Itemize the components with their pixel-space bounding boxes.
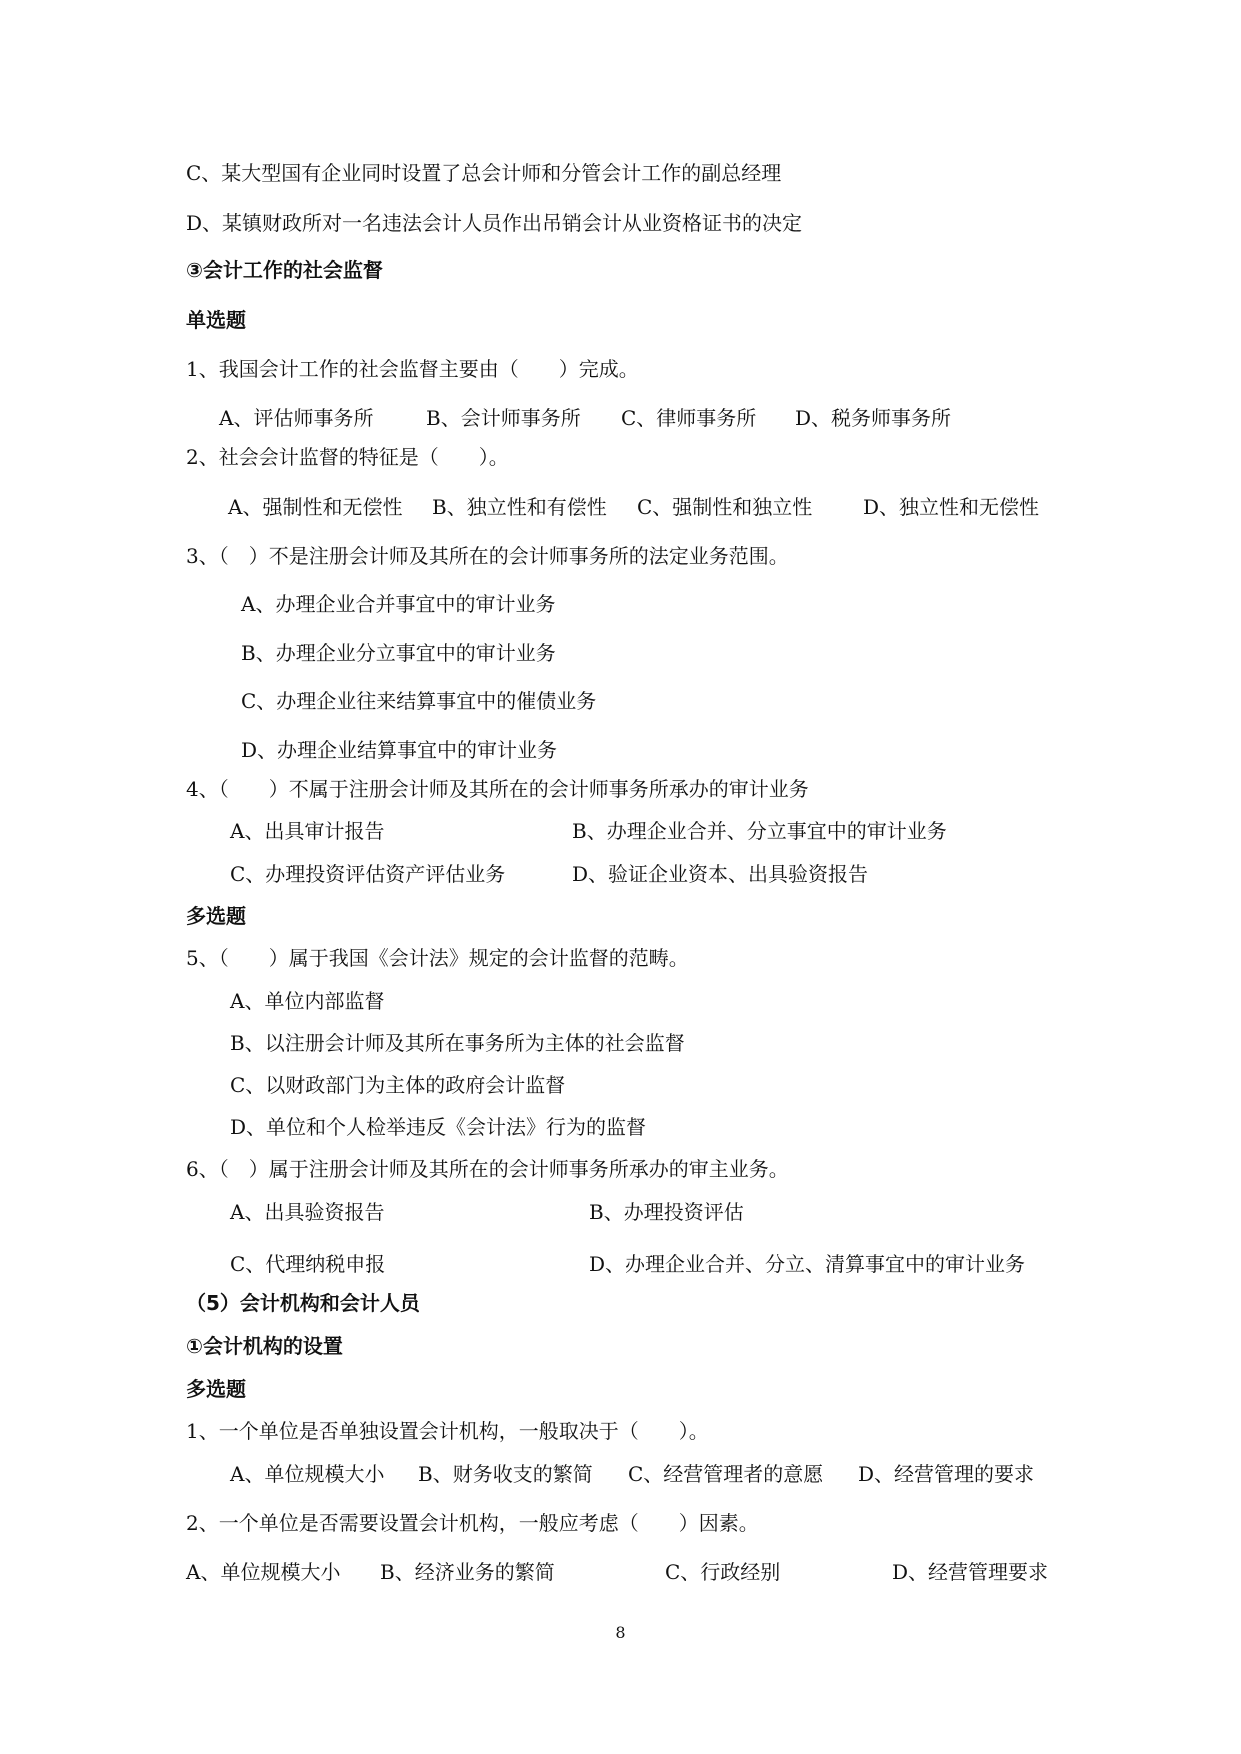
option-b: B、办理投资评估: [589, 1200, 744, 1224]
option-d: D、经营管理的要求: [858, 1462, 1035, 1486]
option-c: C、办理投资评估资产评估业务: [230, 862, 506, 886]
option-d-line: D、某镇财政所对一名违法会计人员作出吊销会计从业资格证书的决定: [186, 211, 803, 235]
option-d: D、办理企业合并、分立、清算事宜中的审计业务: [589, 1252, 1026, 1276]
option-a: A、单位规模大小: [230, 1462, 385, 1486]
option-b: B、会计师事务所: [426, 406, 581, 430]
option-b: B、以注册会计师及其所在事务所为主体的社会监督: [230, 1031, 685, 1055]
option-d: D、单位和个人检举违反《会计法》行为的监督: [230, 1115, 647, 1139]
question-type-label: 多选题: [186, 1377, 246, 1401]
option-c: C、办理企业往来结算事宜中的催债业务: [241, 689, 597, 713]
subsection-heading: ①会计机构的设置: [186, 1334, 343, 1358]
option-a: A、评估师事务所: [219, 406, 374, 430]
page-number: 8: [615, 1623, 626, 1642]
option-c: C、强制性和独立性: [637, 495, 813, 519]
question-type-label: 单选题: [186, 308, 246, 332]
option-d: D、独立性和无偿性: [863, 495, 1040, 519]
option-d: D、经营管理要求: [892, 1560, 1049, 1584]
option-c-line: C、某大型国有企业同时设置了总会计师和分管会计工作的副总经理: [186, 161, 782, 185]
option-c: C、经营管理者的意愿: [628, 1462, 824, 1486]
question-stem: 5、（ ）属于我国《会计法》规定的会计监督的范畴。: [186, 946, 689, 970]
option-a: A、单位规模大小: [186, 1560, 341, 1584]
question-stem: 1、一个单位是否单独设置会计机构，一般取决于（ ）。: [186, 1419, 709, 1443]
option-a: A、出具审计报告: [230, 819, 385, 843]
question-stem: 2、一个单位是否需要设置会计机构，一般应考虑（ ）因素。: [186, 1511, 759, 1535]
option-b: B、财务收支的繁简: [418, 1462, 593, 1486]
option-c: C、代理纳税申报: [230, 1252, 386, 1276]
question-type-label: 多选题: [186, 904, 246, 928]
option-b: B、经济业务的繁简: [380, 1560, 555, 1584]
option-d: D、办理企业结算事宜中的审计业务: [241, 738, 558, 762]
question-stem: 3、（ ）不是注册会计师及其所在的会计师事务所的法定业务范围。: [186, 544, 789, 568]
option-b: B、独立性和有偿性: [432, 495, 607, 519]
option-c: C、行政经别: [665, 1560, 781, 1584]
section-heading: （5）会计机构和会计人员: [186, 1291, 420, 1315]
option-a: A、强制性和无偿性: [228, 495, 403, 519]
question-stem: 6、（ ）属于注册会计师及其所在的会计师事务所承办的审主业务。: [186, 1157, 789, 1181]
option-a: A、单位内部监督: [230, 989, 385, 1013]
question-stem: 4、（ ）不属于注册会计师及其所在的会计师事务所承办的审计业务: [186, 777, 809, 801]
question-stem: 2、社会会计监督的特征是（ ）。: [186, 445, 509, 469]
option-a: A、办理企业合并事宜中的审计业务: [241, 592, 556, 616]
section-heading: ③会计工作的社会监督: [186, 258, 383, 282]
question-stem: 1、我国会计工作的社会监督主要由（ ）完成。: [186, 357, 639, 381]
option-b: B、办理企业合并、分立事宜中的审计业务: [572, 819, 947, 843]
option-c: C、律师事务所: [621, 406, 757, 430]
option-c: C、以财政部门为主体的政府会计监督: [230, 1073, 566, 1097]
option-d: D、验证企业资本、出具验资报告: [572, 862, 869, 886]
option-b: B、办理企业分立事宜中的审计业务: [241, 641, 556, 665]
option-a: A、出具验资报告: [230, 1200, 385, 1224]
option-d: D、税务师事务所: [795, 406, 952, 430]
